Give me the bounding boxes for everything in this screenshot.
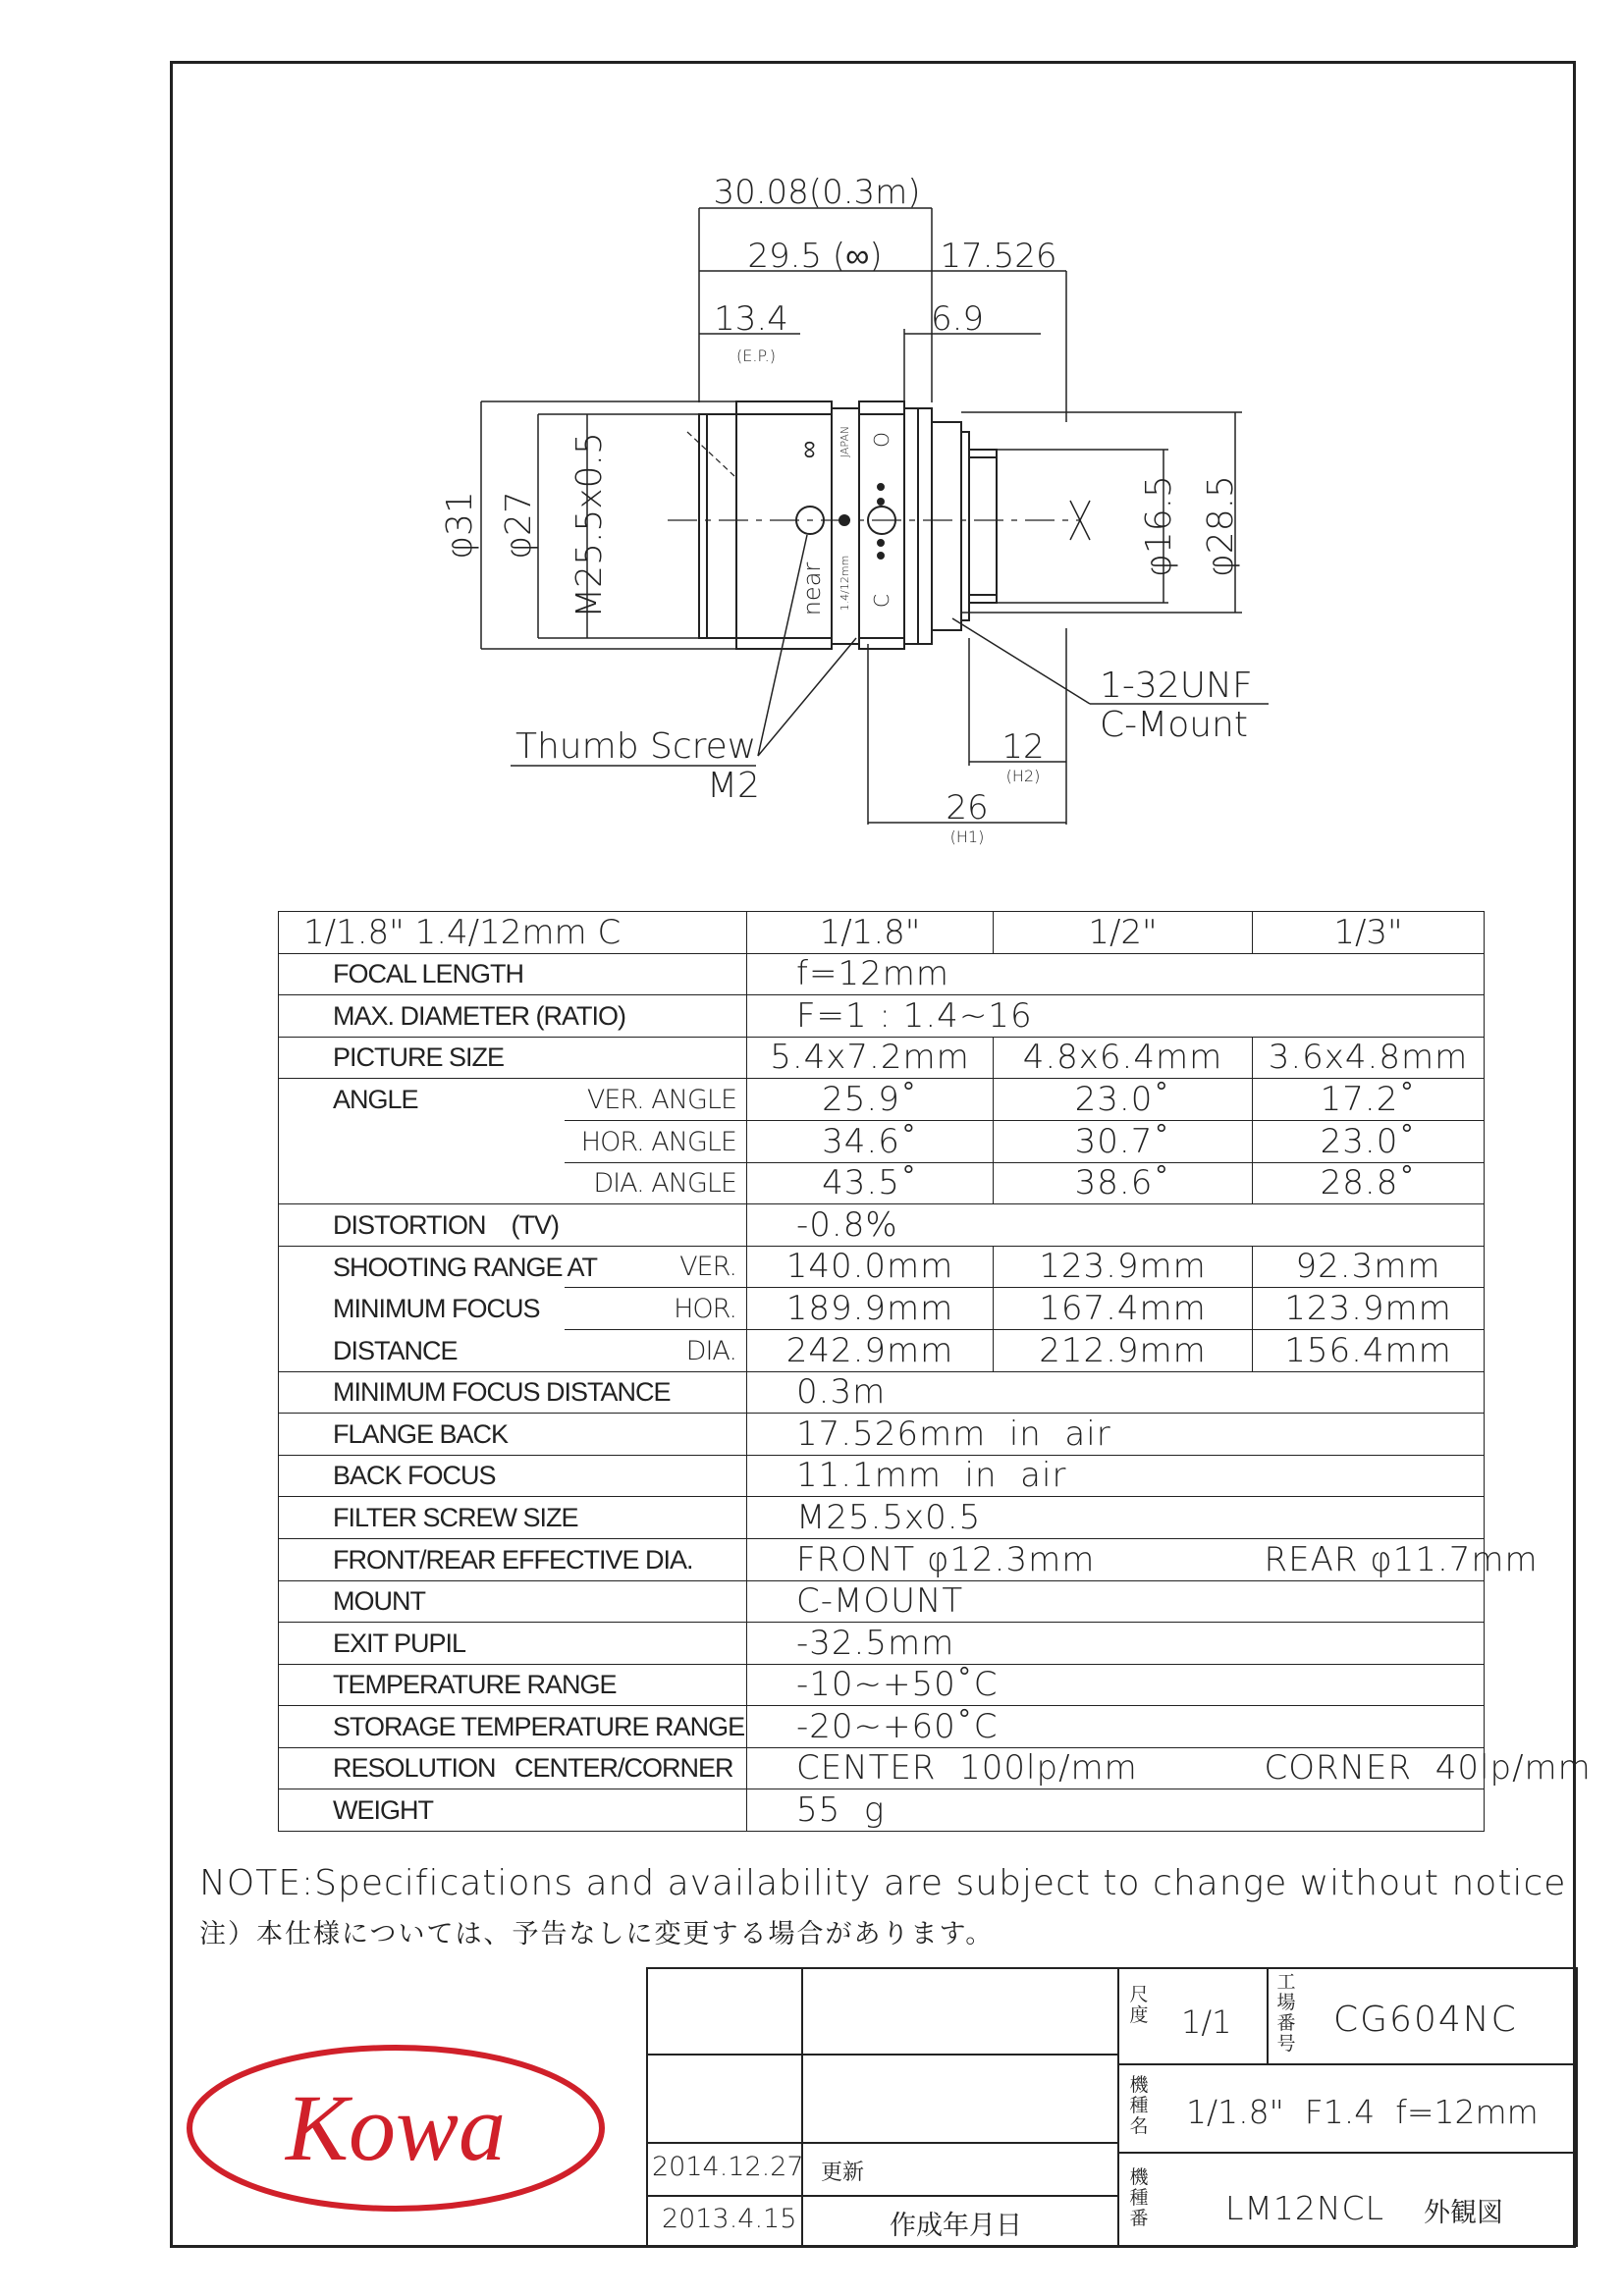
value-min-focus-distance: 0.3m [747,1371,1485,1414]
lens-outline-drawing [0,0,1623,883]
model-number-value: LM12NCL [1225,2189,1384,2227]
label-focal-length: FOCAL LENGTH [279,953,747,995]
value-dia-angle-3: 28.8˚ [1253,1162,1485,1204]
label-exit-pupil: EXIT PUPIL [279,1623,747,1665]
dim-ep-note: (E.P.) [736,347,776,365]
spec-table [278,911,1592,1832]
label-hor-angle: HOR. ANGLE [565,1120,747,1162]
label-m2: M2 [707,766,760,806]
scale-label: 尺度 [1129,1984,1149,2026]
dim-h1: 26 [946,788,989,828]
kowa-logo-text: Kowa [285,2075,507,2180]
label-temperature: TEMPERATURE RANGE [279,1664,747,1706]
value-ver-angle-2: 23.0˚ [994,1079,1253,1121]
dim-h1-note: (H1) [949,828,985,846]
dim-flange-back: 17.526 [940,237,1057,276]
spec-header-col1: 1/1.8" [747,912,994,954]
model-name-value: 1/1.8" F1.4 f=12mm [1186,2093,1539,2131]
value-focal-length: f=12mm [747,953,1485,995]
value-shooting-hor-1: 189.9mm [747,1288,994,1330]
dim-d27: φ27 [499,491,539,560]
dim-m255: M25.5x0.5 [569,432,610,618]
value-front-dia: FRONT φ12.3mm [747,1538,1253,1580]
label-thumb-screw: Thumb Screw [515,726,757,767]
c-mark: C [870,594,893,608]
dim-h2: 12 [1001,727,1045,767]
spec-note: NOTE:Specifications and availability are subject to change without notice [199,1863,1567,1903]
value-max-diameter: F=1 : 1.4~16 [747,995,1485,1038]
value-hor-angle-1: 34.6˚ [747,1120,994,1162]
infinity-mark: ∞ [794,440,824,459]
label-shooting-ver: VER. [565,1246,747,1288]
model-number-label: 機種番 [1129,2166,1149,2229]
label-shooting-dia: DIA. [565,1329,747,1371]
dim-total-length: 30.08(0.3m) [713,173,921,212]
dim-d31: φ31 [440,491,480,560]
label-picture-size: PICTURE SIZE [279,1037,747,1079]
value-shooting-dia-3: 156.4mm [1253,1329,1485,1371]
value-shooting-hor-3: 123.9mm [1253,1288,1485,1330]
dim-h2-note: (H2) [1005,767,1041,785]
spec-header-col3: 1/3" [1253,912,1485,954]
title-block [646,1967,1576,2247]
value-temperature: -10~+50˚C [747,1664,1485,1706]
kowa-logo [180,2040,612,2216]
o-mark: O [870,432,893,448]
revision-label: 更新 [821,2161,865,2185]
value-storage-temperature: -20~+60˚C [747,1706,1485,1748]
value-hor-angle-3: 23.0˚ [1253,1120,1485,1162]
label-resolution: RESOLUTION CENTER/CORNER [279,1747,747,1789]
value-flange-back: 17.526mm in air [747,1414,1485,1456]
drawing-type: 外観図 [1424,2198,1503,2228]
model-mark: 1.4/12mm [839,555,851,612]
label-dia-angle: DIA. ANGLE [565,1162,747,1204]
label-storage-temperature: STORAGE TEMPERATURE RANGE [279,1706,747,1748]
value-exit-pupil: -32.5mm [747,1623,1485,1665]
mount-flange [932,422,961,630]
spec-header-model: 1/1.8" 1.4/12mm C [279,912,747,954]
dim-ep: 13.4 [714,299,788,339]
value-ver-angle-1: 25.9˚ [747,1079,994,1121]
value-shooting-ver-1: 140.0mm [747,1246,994,1288]
dim-unf: 1-32UNF [1100,666,1253,706]
label-angle: ANGLE [279,1079,565,1121]
value-shooting-dia-2: 212.9mm [994,1329,1253,1371]
label-effective-dia: FRONT/REAR EFFECTIVE DIA. [279,1538,747,1580]
value-distortion: -0.8% [747,1204,1485,1247]
label-shooting-hor: HOR. [565,1288,747,1330]
near-mark: near [798,561,826,616]
label-shooting-3: DISTANCE [279,1329,565,1371]
label-ver-angle: VER. ANGLE [565,1079,747,1121]
value-dia-angle-1: 43.5˚ [747,1162,994,1204]
spec-header-row [279,912,1485,954]
label-shooting-2: MINIMUM FOCUS [279,1288,565,1330]
label-weight: WEIGHT [279,1789,747,1832]
created-date: 2013.4.15 [662,2204,797,2234]
value-resolution-corner: CORNER 40lp/mm [1253,1747,1485,1789]
value-dia-angle-2: 38.6˚ [994,1162,1253,1204]
value-back-focus: 11.1mm in air [747,1455,1485,1497]
factory-value: CG604NC [1333,2000,1518,2040]
value-shooting-ver-2: 123.9mm [994,1246,1253,1288]
label-distortion: DISTORTION (TV) [279,1204,747,1247]
spec-note-jp: 注）本仕様については、予告なしに変更する場合があります。 [199,1919,995,1949]
label-mount: MOUNT [279,1580,747,1623]
dim-cmount: C-Mount [1100,705,1248,745]
value-picture-size-2: 4.8x6.4mm [994,1037,1253,1079]
value-picture-size-1: 5.4x7.2mm [747,1037,994,1079]
created-label: 作成年月日 [890,2211,1022,2241]
label-filter-screw: FILTER SCREW SIZE [279,1497,747,1539]
value-mount: C-MOUNT [747,1580,1485,1623]
revision-date: 2014.12.27 [652,2152,804,2182]
value-resolution-center: CENTER 100lp/mm [747,1747,1253,1789]
value-hor-angle-2: 30.7˚ [994,1120,1253,1162]
value-rear-dia: REAR φ11.7mm [1253,1538,1485,1580]
japan-mark: JAPAN [839,425,851,458]
value-shooting-dia-1: 242.9mm [747,1329,994,1371]
value-shooting-ver-3: 92.3mm [1253,1246,1485,1288]
dim-d165: φ16.5 [1139,475,1179,577]
label-max-diameter: MAX. DIAMETER (RATIO) [279,995,747,1038]
value-ver-angle-3: 17.2˚ [1253,1079,1485,1121]
value-weight: 55 g [747,1789,1485,1832]
factory-label: 工場番号 [1276,1971,1296,2055]
spec-header-col2: 1/2" [994,912,1253,954]
value-shooting-hor-2: 167.4mm [994,1288,1253,1330]
value-picture-size-3: 3.6x4.8mm [1253,1037,1485,1079]
rear-lens-tube [969,450,997,603]
value-filter-screw: M25.5x0.5 [747,1497,1485,1539]
model-name-label: 機種名 [1129,2074,1149,2137]
label-shooting-1: SHOOTING RANGE AT [279,1246,565,1288]
dim-rear: 6.9 [930,299,985,339]
dim-inf-length: 29.5 (∞) [747,237,883,276]
label-flange-back: FLANGE BACK [279,1414,747,1456]
label-min-focus-distance: MINIMUM FOCUS DISTANCE [279,1371,747,1414]
scale-value: 1/1 [1181,2003,1232,2041]
dim-d285: φ28.5 [1201,475,1241,577]
label-back-focus: BACK FOCUS [279,1455,747,1497]
